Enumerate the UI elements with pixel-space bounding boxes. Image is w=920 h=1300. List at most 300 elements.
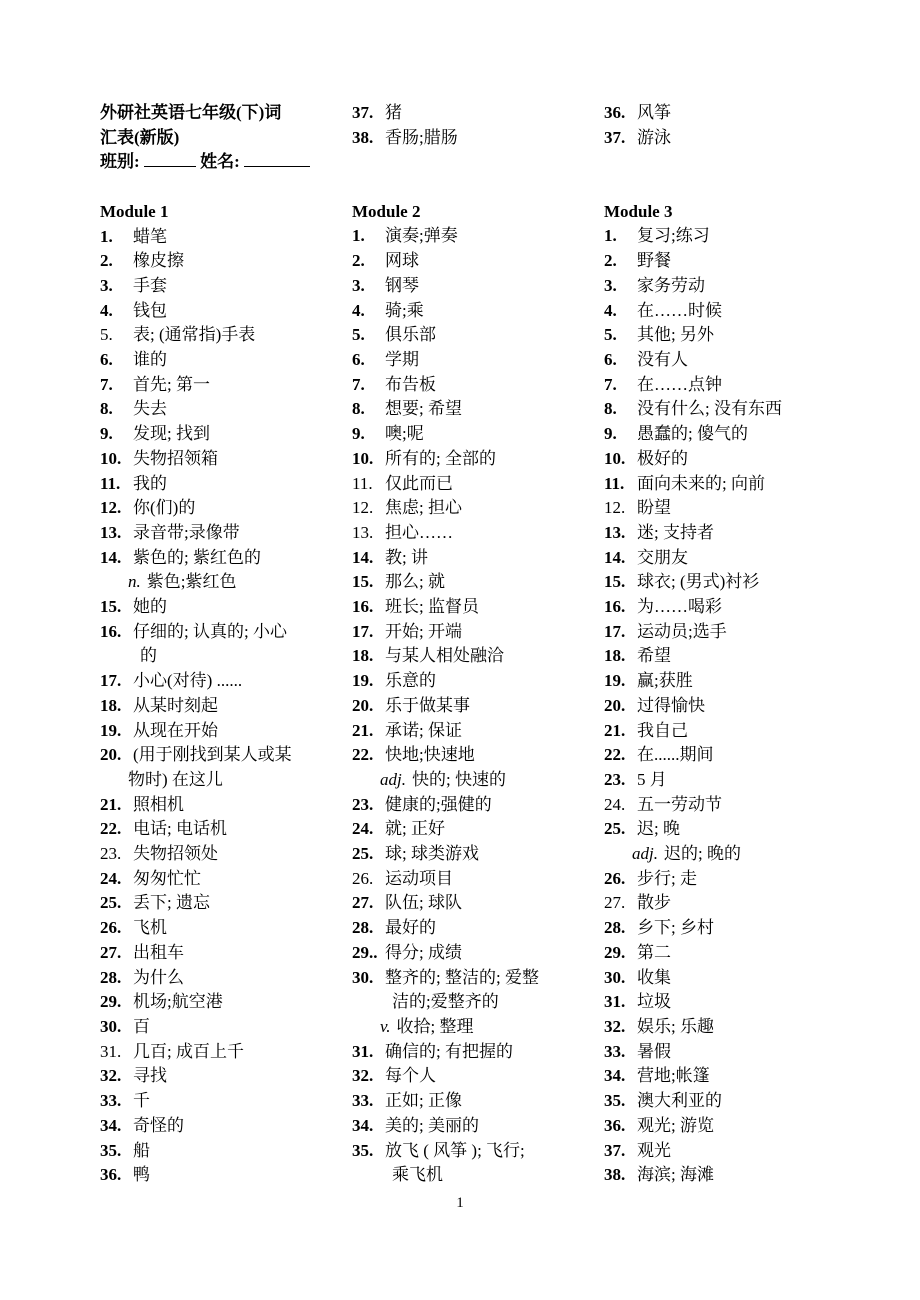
- class-blank[interactable]: [144, 150, 196, 167]
- vocab-entry: [352, 472, 574, 497]
- vocab-entry: [604, 644, 826, 669]
- vocab-entry: [100, 249, 322, 274]
- vocab-entry: [100, 891, 322, 916]
- entry-number: 10.: [352, 448, 374, 468]
- entry-number: 33.: [100, 1091, 122, 1111]
- entry-meaning: 游泳: [637, 127, 671, 147]
- entry-meaning: 乐意的: [385, 671, 436, 691]
- entry-meaning: 球衣; (男式)衬衫: [637, 572, 760, 592]
- column-1: [100, 101, 322, 1188]
- entry-number: 7.: [604, 374, 617, 394]
- entry-meaning: 垃圾: [637, 992, 671, 1012]
- vocab-entry: [100, 916, 322, 941]
- vocab-entry: [100, 1040, 322, 1065]
- entry-meaning: 最好的: [385, 918, 436, 938]
- entry-meaning: 迷; 支持者: [637, 522, 714, 542]
- entry-meaning: 所有的; 全部的: [385, 448, 496, 468]
- entry-number: 18.: [352, 646, 374, 666]
- entry-meaning: 步行; 走: [637, 868, 697, 888]
- vocab-entry: [604, 990, 826, 1015]
- entry-number: 10.: [100, 448, 122, 468]
- vocab-entry: [100, 1163, 322, 1188]
- vocab-entry: [604, 941, 826, 966]
- entry-number: 16.: [604, 597, 626, 617]
- vocab-entry: [604, 472, 826, 497]
- entry-meaning: 野餐: [637, 251, 671, 271]
- entry-meaning: 运动项目: [385, 868, 453, 888]
- part-of-speech: adj.: [380, 769, 406, 789]
- entry-meaning: 钱包: [133, 300, 167, 320]
- part-of-speech: v.: [380, 1016, 391, 1036]
- vocab-entry: [352, 719, 574, 744]
- vocab-entry: [100, 694, 322, 719]
- vocab-entry: [604, 521, 826, 546]
- vocab-entry: [352, 348, 574, 373]
- entry-number: 36.: [100, 1165, 122, 1185]
- entry-meaning: 盼望: [637, 498, 671, 518]
- vocab-entry: [100, 1064, 322, 1089]
- entry-number: 38.: [604, 1165, 626, 1185]
- vocab-entry: [100, 595, 322, 620]
- entry-meaning: 网球: [385, 251, 419, 271]
- entry-number: 19.: [604, 671, 626, 691]
- entry-number: 2.: [352, 251, 365, 271]
- entry-number: 1.: [100, 226, 113, 246]
- entry-number: 22.: [100, 819, 122, 839]
- entry-number: 37.: [604, 1140, 626, 1160]
- entry-number: 5.: [604, 325, 617, 345]
- vocab-entry: [604, 496, 826, 521]
- entry-meaning: 千: [133, 1091, 150, 1111]
- entry-meaning: 5 月: [637, 769, 667, 789]
- entry-meaning: 过得愉快: [637, 695, 705, 715]
- part-of-speech: n.: [128, 572, 141, 592]
- entry-number: 33.: [604, 1041, 626, 1061]
- doc-title-line2: 汇表(新版): [100, 127, 180, 147]
- vocab-entry: [352, 793, 574, 818]
- vocab-entry: [352, 694, 574, 719]
- vocab-entry: [604, 1064, 826, 1089]
- entry-meaning: 手套: [133, 275, 167, 295]
- entry-meaning: 在......期间: [637, 745, 714, 765]
- entry-number: 30.: [352, 967, 374, 987]
- entry-meaning: 机场;航空港: [133, 992, 223, 1012]
- vocab-entry: [100, 966, 322, 991]
- vocab-entry: [352, 397, 574, 422]
- vocab-entry: [352, 620, 574, 645]
- entry-number: 36.: [604, 1115, 626, 1135]
- vocab-entry: [352, 546, 574, 571]
- entry-number: 37.: [604, 127, 626, 147]
- vocab-entry: [352, 644, 574, 669]
- vocab-entry: [352, 447, 574, 472]
- entry-number: 30.: [604, 967, 626, 987]
- entry-meaning: 班长; 监督员: [385, 597, 479, 617]
- alt-meaning-text: 收拾; 整理: [396, 1016, 474, 1036]
- vocab-entry: [100, 1139, 322, 1164]
- vocab-entry: [604, 1040, 826, 1065]
- entry-continuation: 的: [140, 646, 157, 666]
- vocab-entry: [352, 323, 574, 348]
- entry-meaning: 观光; 游览: [637, 1115, 714, 1135]
- column-3: [604, 101, 826, 1188]
- vocab-entry: [604, 274, 826, 299]
- entry-number: 11.: [352, 473, 373, 493]
- entry-meaning: 失物招领处: [133, 844, 218, 864]
- entry-meaning: 鸭: [133, 1165, 150, 1185]
- entry-number: 7.: [100, 374, 113, 394]
- entry-number: 28.: [604, 918, 626, 938]
- entry-number: 27.: [352, 893, 374, 913]
- vocab-entry: [604, 224, 826, 249]
- entry-number: 8.: [352, 399, 365, 419]
- entry-number: 22.: [604, 745, 626, 765]
- entry-meaning: 焦虑; 担心: [385, 498, 462, 518]
- entry-meaning: 营地;帐篷: [637, 1066, 710, 1086]
- module-heading: Module 3: [604, 201, 673, 221]
- entry-meaning: 紫色的; 紫红色的: [133, 547, 261, 567]
- entry-number: 38.: [352, 127, 374, 147]
- entry-number: 20.: [604, 695, 626, 715]
- vocab-entry: [604, 397, 826, 422]
- entry-meaning: 快地;快速地: [385, 745, 475, 765]
- vocab-entry: [352, 595, 574, 620]
- entry-number: 3.: [352, 275, 365, 295]
- entry-number: 8.: [604, 399, 617, 419]
- entry-meaning: 五一劳动节: [637, 794, 722, 814]
- entry-number: 3.: [604, 275, 617, 295]
- vocab-entry: [604, 793, 826, 818]
- entry-number: 22.: [352, 745, 374, 765]
- entry-meaning: 为什么: [133, 967, 184, 987]
- vocab-entry: [100, 1015, 322, 1040]
- entry-number: 1.: [352, 226, 365, 246]
- entry-meaning: 谁的: [133, 350, 167, 370]
- entry-number: 1.: [604, 226, 617, 246]
- entry-number: 18.: [100, 695, 122, 715]
- vocab-entry: [100, 496, 322, 521]
- vocab-entry: [100, 274, 322, 299]
- entry-number: 4.: [352, 300, 365, 320]
- vocab-entry: [604, 916, 826, 941]
- entry-alt-meaning: [100, 570, 322, 595]
- entry-meaning: 第二: [637, 942, 671, 962]
- vocab-entry: [100, 323, 322, 348]
- entry-meaning: 她的: [133, 597, 167, 617]
- entry-meaning: 正如; 正像: [385, 1091, 462, 1111]
- vocab-entry: [604, 891, 826, 916]
- entry-meaning: 匆匆忙忙: [133, 868, 201, 888]
- entry-number: 25.: [100, 893, 122, 913]
- vocab-entry: [100, 348, 322, 373]
- entry-number: 23.: [604, 769, 626, 789]
- entry-number: 9.: [604, 424, 617, 444]
- class-name-line: [100, 150, 322, 175]
- entry-number: 20.: [100, 745, 122, 765]
- vocab-entry: [352, 1114, 574, 1139]
- part-of-speech: adj.: [632, 844, 658, 864]
- entry-number: 5.: [352, 325, 365, 345]
- vocab-entry: [100, 990, 322, 1015]
- entry-meaning: 放飞 ( 风筝 ); 飞行;: [385, 1140, 525, 1160]
- entry-meaning: 复习;练习: [637, 226, 710, 246]
- vocab-entry: [604, 867, 826, 892]
- entry-number: 35.: [352, 1140, 374, 1160]
- entry-number: 24.: [604, 794, 626, 814]
- entry-number: 29.: [100, 992, 122, 1012]
- entry-number: 15.: [100, 597, 122, 617]
- vocab-entry: [604, 570, 826, 595]
- entry-number: 14.: [100, 547, 122, 567]
- name-blank[interactable]: [244, 150, 310, 167]
- entry-meaning: 教; 讲: [385, 547, 428, 567]
- vocab-entry: [604, 373, 826, 398]
- entry-number: 18.: [604, 646, 626, 666]
- entry-number: 11.: [100, 473, 121, 493]
- vocab-list-continued: [352, 101, 574, 150]
- entry-number: 16.: [352, 597, 374, 617]
- entry-number: 31.: [604, 992, 626, 1012]
- entry-number: 3.: [100, 275, 113, 295]
- entry-meaning: 风筝: [637, 103, 671, 122]
- vocab-entry: [352, 299, 574, 324]
- vocab-entry: [352, 1064, 574, 1089]
- entry-meaning: 橡皮擦: [133, 251, 184, 271]
- entry-number: 19.: [100, 720, 122, 740]
- entry-meaning: 散步: [637, 893, 671, 913]
- entry-meaning: 赢;获胜: [637, 671, 693, 691]
- vocab-entry: [100, 1089, 322, 1114]
- vocab-entry: [100, 842, 322, 867]
- entry-meaning: 在……时候: [637, 300, 722, 320]
- vocab-entry: [352, 224, 574, 249]
- entry-meaning: 布告板: [385, 374, 436, 394]
- entry-meaning: 飞机: [133, 918, 167, 938]
- entry-meaning: 想要; 希望: [385, 399, 462, 419]
- entry-number: 32.: [352, 1066, 374, 1086]
- entry-meaning: 钢琴: [385, 275, 419, 295]
- entry-number: 21.: [100, 794, 122, 814]
- entry-meaning: 与某人相处融洽: [385, 646, 504, 666]
- entry-meaning: 香肠;腊肠: [385, 127, 458, 147]
- entry-meaning: 交朋友: [637, 547, 688, 567]
- entry-meaning: 寻找: [133, 1066, 167, 1086]
- entry-meaning: 那么; 就: [385, 572, 445, 592]
- vocab-entry: [604, 1089, 826, 1114]
- entry-meaning: 澳大利亚的: [637, 1091, 722, 1111]
- vocab-entry: [604, 768, 826, 793]
- entry-meaning: 愚蠢的; 傻气的: [637, 424, 748, 444]
- entry-number: 14.: [604, 547, 626, 567]
- entry-meaning: 娱乐; 乐趣: [637, 1016, 714, 1036]
- entry-number: 24.: [352, 819, 374, 839]
- vocab-entry: [352, 916, 574, 941]
- entry-meaning: 迟; 晚: [637, 819, 680, 839]
- entry-continuation: 洁的;爱整齐的: [392, 992, 499, 1012]
- entry-number: 6.: [352, 350, 365, 369]
- vocab-entry: [352, 1040, 574, 1065]
- vocab-entry: [352, 521, 574, 546]
- vocab-entry: [604, 447, 826, 472]
- entry-number: 27.: [100, 942, 122, 962]
- vocab-entry: [604, 966, 826, 991]
- entry-meaning: 担心……: [385, 522, 453, 542]
- entry-number: 17.: [100, 671, 122, 691]
- entry-meaning: 乐于做某事: [385, 695, 470, 715]
- vocab-entry: [100, 422, 322, 447]
- vocab-list-continued: [604, 101, 826, 150]
- entry-meaning: 丢下; 遗忘: [133, 893, 210, 913]
- vocab-entry: [100, 793, 322, 818]
- entry-number: 29.: [604, 942, 626, 962]
- entry-number: 32.: [604, 1016, 626, 1036]
- entry-meaning: 整齐的; 整洁的; 爱整: [385, 967, 539, 987]
- entry-meaning: 确信的; 有把握的: [385, 1041, 513, 1061]
- entry-meaning: 没有什么; 没有东西: [637, 399, 782, 419]
- entry-meaning: 从现在开始: [133, 720, 218, 740]
- entry-number: 26.: [100, 918, 122, 938]
- entry-meaning: 仅此而已: [385, 473, 453, 493]
- entry-meaning: 运动员;选手: [637, 621, 727, 641]
- entry-meaning: 照相机: [133, 794, 184, 814]
- vocab-entry: [352, 422, 574, 447]
- entry-meaning: 海滨; 海滩: [637, 1165, 714, 1185]
- entry-number: 13.: [604, 522, 626, 542]
- vocab-entry: [604, 1114, 826, 1139]
- entry-number: 10.: [604, 448, 626, 468]
- entry-meaning: 船: [133, 1140, 150, 1160]
- entry-meaning: 百: [133, 1017, 150, 1036]
- vocab-entry: [100, 521, 322, 546]
- vocab-entry: [604, 669, 826, 694]
- vocab-entry: [100, 743, 322, 768]
- entry-number: 25.: [604, 819, 626, 839]
- vocab-entry: [100, 817, 322, 842]
- vocab-entry: [604, 620, 826, 645]
- doc-title-line1: 外研社英语七年级(下)词: [100, 103, 282, 122]
- entry-number: 21.: [604, 720, 626, 740]
- vocab-entry: [604, 323, 826, 348]
- vocab-entry: [352, 1139, 574, 1164]
- entry-meaning: 学期: [385, 350, 419, 369]
- vocab-entry: [604, 1015, 826, 1040]
- entry-meaning: 希望: [637, 646, 671, 666]
- vocab-entry: [604, 126, 826, 151]
- entry-meaning: 乡下; 乡村: [637, 918, 714, 938]
- entry-meaning: 美的; 美丽的: [385, 1115, 479, 1135]
- entry-meaning: 演奏;弹奏: [385, 226, 458, 246]
- vocab-entry: [100, 397, 322, 422]
- entry-number: 12.: [352, 498, 374, 518]
- vocab-entry: [352, 101, 574, 126]
- vocab-entry: [352, 842, 574, 867]
- entry-number: 13.: [100, 522, 122, 542]
- vocab-list: [100, 225, 322, 1188]
- vocab-entry: [100, 669, 322, 694]
- vocab-entry: [604, 1139, 826, 1164]
- entry-meaning: 首先; 第一: [133, 374, 210, 394]
- vocab-entry: [604, 422, 826, 447]
- entry-number: 30.: [100, 1017, 122, 1036]
- entry-number: 2.: [100, 251, 113, 271]
- vocab-entry: [352, 669, 574, 694]
- entry-number: 12.: [604, 498, 626, 518]
- entry-number: 33.: [352, 1091, 374, 1111]
- entry-meaning: 你(们)的: [133, 498, 196, 518]
- entry-meaning: 电话; 电话机: [133, 819, 227, 839]
- entry-meaning: 失去: [133, 399, 167, 419]
- vocab-entry: [604, 694, 826, 719]
- entry-number: 23.: [352, 794, 374, 814]
- entry-meaning: 仔细的; 认真的; 小心: [133, 621, 287, 641]
- alt-meaning-text: 快的; 快速的: [411, 769, 506, 789]
- entry-meaning: 几百; 成百上千: [133, 1041, 244, 1061]
- entry-meaning: 表; (通常指)手表: [133, 325, 256, 345]
- vocab-entry: [604, 348, 826, 373]
- entry-number: 29..: [352, 942, 378, 962]
- entry-meaning: 我自己: [637, 720, 688, 740]
- vocab-entry: [100, 225, 322, 250]
- vocab-entry: [100, 472, 322, 497]
- vocab-entry: [604, 817, 826, 842]
- entry-alt-meaning: [352, 768, 574, 793]
- entry-meaning: 没有人: [637, 350, 688, 369]
- entry-number: 27.: [604, 893, 626, 913]
- entry-number: 4.: [100, 300, 113, 320]
- vocab-entry: [352, 249, 574, 274]
- entry-meaning: 为……喝彩: [637, 597, 722, 617]
- entry-number: 17.: [352, 621, 374, 641]
- entry-meaning: 骑;乘: [385, 300, 424, 320]
- entry-number: 31.: [100, 1041, 122, 1061]
- entry-meaning: 出租车: [133, 942, 184, 962]
- entry-number: 17.: [604, 621, 626, 641]
- entry-meaning: 从某时刻起: [133, 695, 218, 715]
- entry-meaning: 面向未来的; 向前: [637, 473, 765, 493]
- vocab-entry: [100, 546, 322, 571]
- entry-meaning: 得分; 成绩: [385, 942, 462, 962]
- vocab-entry: [352, 891, 574, 916]
- entry-number: 6.: [100, 350, 113, 370]
- vocab-entry: [100, 867, 322, 892]
- entry-number: 34.: [100, 1115, 122, 1135]
- entry-number: 35.: [604, 1091, 626, 1111]
- vocab-list: [352, 224, 574, 1187]
- page-number: 1: [456, 1195, 464, 1211]
- entry-meaning: 蜡笔: [133, 226, 167, 246]
- entry-number: 11.: [604, 473, 625, 493]
- vocab-entry: [100, 941, 322, 966]
- vocab-entry: [604, 546, 826, 571]
- vocab-entry: [100, 719, 322, 744]
- vocab-entry: [352, 126, 574, 151]
- entry-number: 28.: [100, 967, 122, 987]
- entry-meaning: 队伍; 球队: [385, 893, 462, 913]
- vocab-entry: [604, 1163, 826, 1188]
- entry-number: 31.: [352, 1041, 374, 1061]
- entry-meaning: 发现; 找到: [133, 424, 210, 444]
- entry-continuation: 乘飞机: [392, 1165, 443, 1185]
- entry-number: 15.: [352, 572, 374, 592]
- module-heading: Module 1: [100, 201, 169, 221]
- entry-number: 24.: [100, 868, 122, 888]
- entry-number: 14.: [352, 547, 374, 567]
- vocab-entry: [352, 941, 574, 966]
- entry-number: 25.: [352, 844, 374, 864]
- entry-number: 16.: [100, 621, 122, 641]
- vocab-entry: [100, 373, 322, 398]
- vocab-entry: [604, 249, 826, 274]
